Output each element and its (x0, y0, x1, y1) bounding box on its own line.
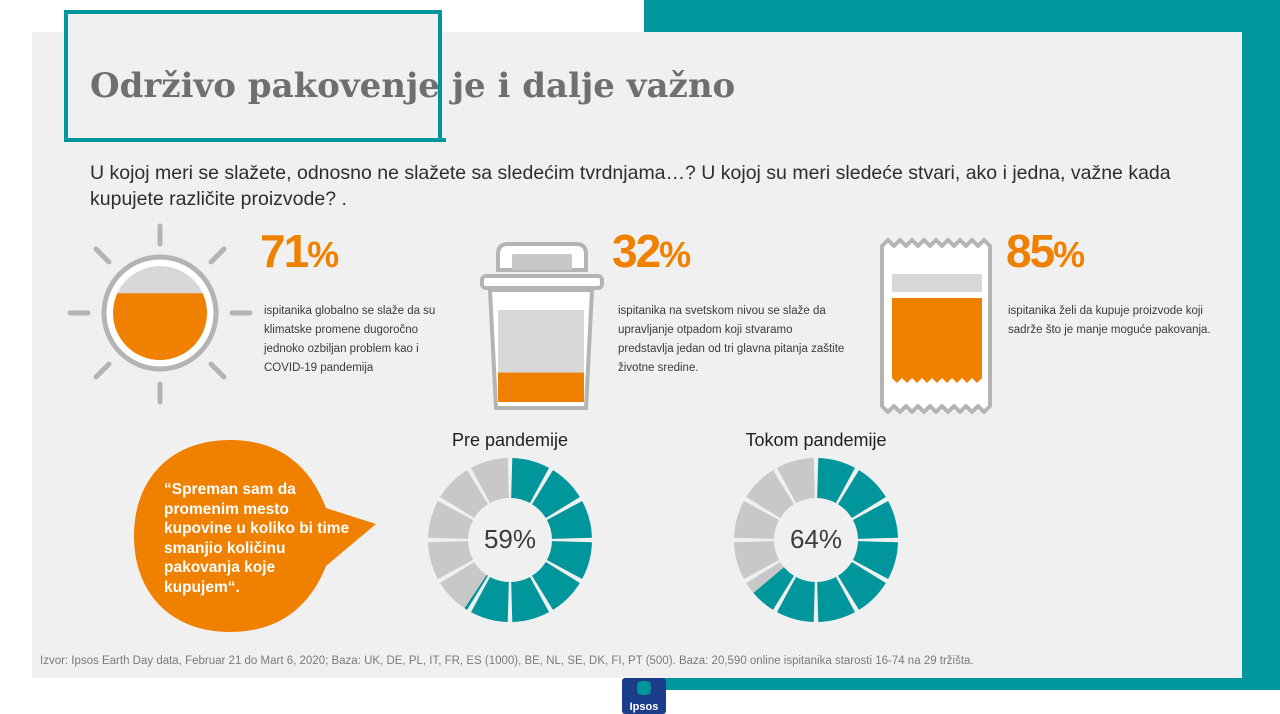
stat-suffix: % (1053, 234, 1086, 275)
stat-number: 32 (612, 225, 660, 277)
stat-value-waste (612, 224, 691, 278)
stat-value-packaging (1006, 224, 1085, 278)
stat-description-waste: ispitanika na svetskom nivou se slaže da upravljanje otpadom koji stvaramo predstavlja jedan od tri glavna pitanja zaštite životne sredine. (618, 305, 845, 374)
donut-label-pre: Pre pandemije (451, 430, 569, 450)
donut-value-during: 64% (789, 524, 843, 554)
donut-label-during: Tokom pandemije (745, 430, 887, 450)
slide-title: Održivo pakovenje je i dalje važno (90, 66, 736, 106)
quote-text: “Spreman sam da promenim mesto kupovine u koliko bi time smanjio količinu pakovanja koje kupujem“. (164, 481, 350, 596)
stat-number: 71 (260, 225, 308, 277)
package-icon (880, 238, 996, 414)
ipsos-logo (622, 678, 666, 714)
stat-suffix: % (659, 234, 692, 275)
source-footnote: Izvor: Ipsos Earth Day data, Februar 21 do Mart 6, 2020; Baza: UK, DE, PL, IT, FR, ES (1000), BE, NL, SE, DK, FI, PT (500). Baza: 20,590 online ispitanika starosti 16-74 na 29 tržišta. (40, 655, 974, 667)
stat-suffix: % (307, 234, 340, 275)
trash-bin-icon (478, 240, 608, 415)
donut-value-pre: 59% (483, 524, 537, 554)
survey-question: U kojoj meri se slažete, odnosno ne slažete sa sledećim tvrdnjama…? U kojoj su meri sledeće stvari, ako i jedna, važne kada kupujete različite proizvode? . (90, 162, 1171, 210)
sun-icon (60, 218, 260, 418)
title-frame-bottom (64, 138, 446, 142)
ipsos-logo-text: Ipsos (629, 701, 659, 713)
stat-description-climate: ispitanika globalno se slaže da su klimatske promene dugoročno jednoko ozbiljan problem kao i COVID-19 pandemija (264, 305, 436, 374)
stat-value-climate (260, 224, 339, 278)
stat-description-packaging: ispitanika želi da kupuje proizvode koji sadrže što je manje moguće pakovanja. (1008, 305, 1211, 336)
stat-number: 85 (1006, 225, 1054, 277)
